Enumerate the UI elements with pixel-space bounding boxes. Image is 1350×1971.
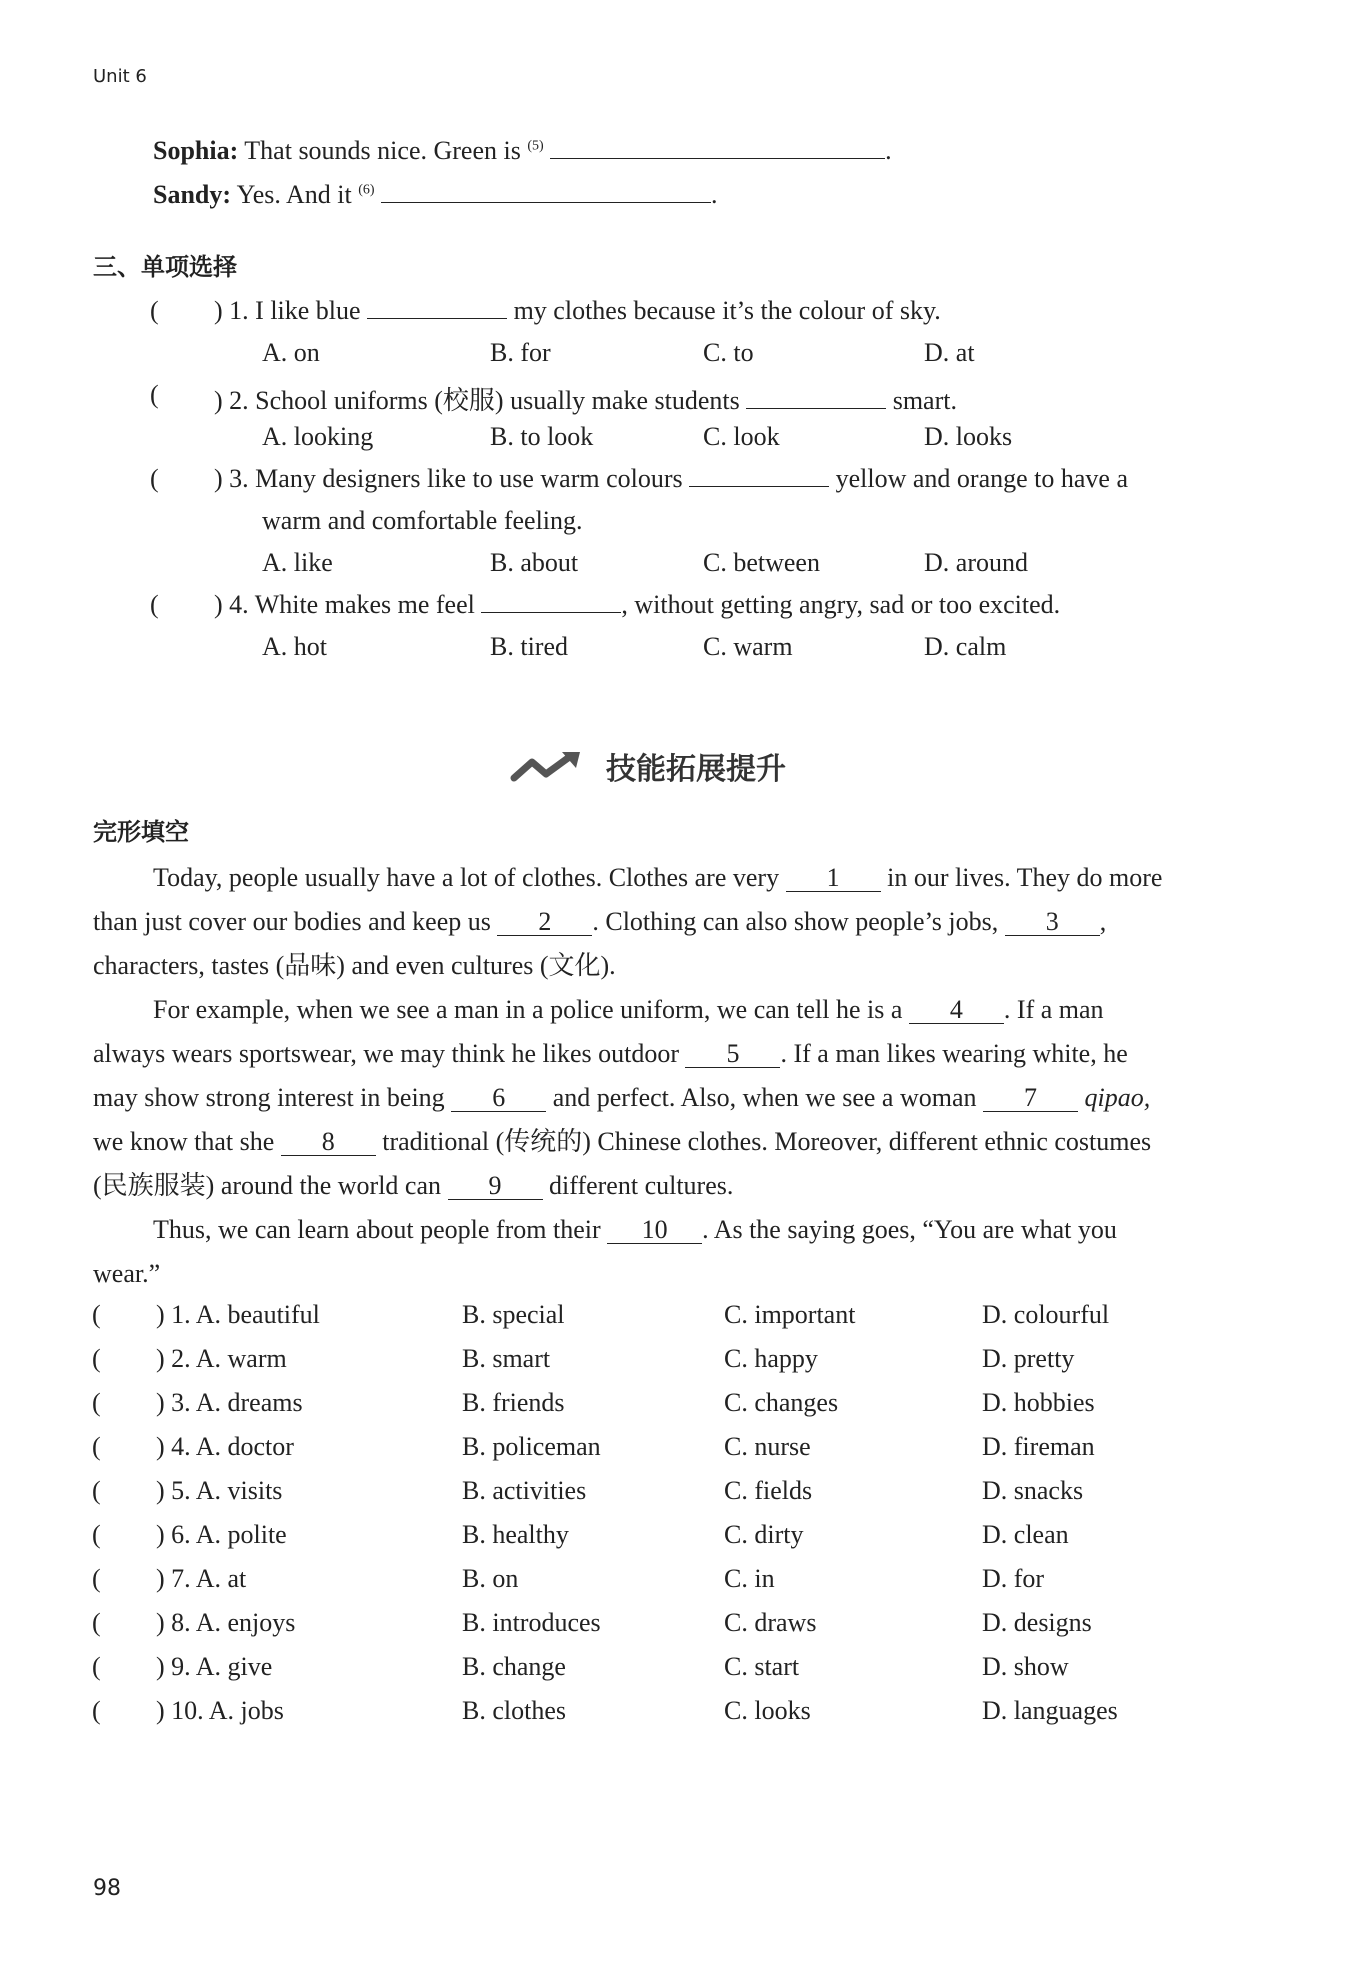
blank-5[interactable]: 5	[685, 1041, 780, 1068]
option-c[interactable]: C. happy	[724, 1344, 818, 1373]
option-a[interactable]: ) 8. A. enjoys	[156, 1608, 296, 1637]
passage-text: . If a man	[1003, 995, 1104, 1024]
paren-open: (	[92, 1300, 101, 1329]
option-a[interactable]: A. on	[262, 338, 320, 367]
blank-4[interactable]: 4	[909, 997, 1004, 1024]
question-stem: ) 3. Many designers like to use warm colours	[214, 464, 683, 493]
cloze-question-row	[92, 1696, 1192, 1736]
passage-text: may show strong interest in being	[93, 1083, 445, 1112]
option-d[interactable]: D. looks	[924, 422, 1013, 451]
cloze-question-row	[92, 1476, 1192, 1516]
paren-open: (	[92, 1696, 101, 1725]
question-continuation: warm and comfortable feeling.	[262, 506, 583, 535]
option-a[interactable]: ) 6. A. polite	[156, 1520, 287, 1549]
option-c[interactable]: C. look	[703, 422, 780, 451]
option-a[interactable]: ) 4. A. doctor	[156, 1432, 294, 1461]
cloze-question-row	[92, 1608, 1192, 1648]
option-c[interactable]: C. warm	[703, 632, 793, 661]
blank-1[interactable]: 1	[786, 865, 881, 892]
passage-line	[93, 856, 1233, 900]
option-a[interactable]: ) 2. A. warm	[156, 1344, 287, 1373]
answer-blank-6[interactable]	[381, 180, 711, 203]
paren-open: (	[92, 1564, 101, 1593]
option-a[interactable]: A. like	[262, 548, 333, 577]
option-d[interactable]: D. show	[982, 1652, 1069, 1681]
passage-line	[93, 1252, 1233, 1296]
blank-10[interactable]: 10	[607, 1217, 702, 1244]
option-b[interactable]: B. activities	[462, 1476, 587, 1505]
option-c[interactable]: C. between	[703, 548, 820, 577]
option-b[interactable]: B. change	[462, 1652, 566, 1681]
option-b[interactable]: B. for	[490, 338, 551, 367]
cloze-question-row	[92, 1388, 1192, 1428]
unit-label: Unit 6	[93, 66, 147, 87]
speaker-sandy: Sandy:	[153, 180, 232, 209]
option-c[interactable]: C. looks	[724, 1696, 811, 1725]
answer-blank[interactable]	[746, 386, 886, 409]
question-4	[150, 590, 1250, 630]
passage-text: . Clothing can also show people’s jobs,	[592, 907, 999, 936]
cloze-question-row	[92, 1564, 1192, 1604]
option-a[interactable]: ) 9. A. give	[156, 1652, 273, 1681]
answer-blank[interactable]	[689, 464, 829, 487]
speaker-sophia: Sophia:	[153, 136, 239, 165]
passage-text: always wears sportswear, we may think he likes outdoor	[93, 1039, 679, 1068]
option-b[interactable]: B. tired	[490, 632, 568, 661]
passage-line	[93, 944, 1233, 988]
passage-text: (民族服装) around the world can	[93, 1171, 442, 1200]
option-d[interactable]: D. pretty	[982, 1344, 1075, 1373]
answer-blank-5[interactable]	[550, 136, 885, 159]
option-c[interactable]: C. in	[724, 1564, 775, 1593]
question-stem-end: , without getting angry, sad or too excited.	[621, 590, 1061, 619]
passage-text: and perfect. Also, when we see a woman	[552, 1083, 977, 1112]
blank-9[interactable]: 9	[448, 1173, 543, 1200]
passage-line	[93, 900, 1233, 944]
question-2	[150, 380, 1250, 420]
section-title: 三、单项选择	[93, 253, 237, 281]
option-a[interactable]: ) 10. A. jobs	[156, 1696, 284, 1725]
passage-text: Thus, we can learn about people from their	[153, 1215, 601, 1244]
blank-number: (5)	[527, 138, 544, 154]
paren-open: (	[150, 590, 159, 619]
passage-text: in our lives. They do more	[887, 863, 1163, 892]
option-c[interactable]: C. nurse	[724, 1432, 811, 1461]
option-b[interactable]: B. to look	[490, 422, 594, 451]
option-d[interactable]: D. languages	[982, 1696, 1118, 1725]
option-b[interactable]: B. smart	[462, 1344, 551, 1373]
question-stem-end: my clothes because it’s the colour of sky.	[513, 296, 941, 325]
paren-open: (	[150, 296, 159, 325]
blank-2[interactable]: 2	[497, 909, 592, 936]
dialogue-line-sophia: Sophia: That sounds nice. Green is $^{(5)}$ .	[153, 136, 892, 165]
passage-text-qipao: qipao,	[1084, 1083, 1151, 1112]
option-d[interactable]: D. clean	[982, 1520, 1069, 1549]
option-a[interactable]: ) 7. A. at	[156, 1564, 247, 1593]
answer-slot[interactable]	[170, 296, 210, 326]
passage-text: . If a man likes wearing white, he	[780, 1039, 1128, 1068]
paren-open: (	[92, 1344, 101, 1373]
question-stem-end: yellow and orange to have a	[835, 464, 1129, 493]
option-c[interactable]: C. changes	[724, 1388, 839, 1417]
dialogue-text: That sounds nice. Green is	[244, 136, 521, 165]
blank-8[interactable]: 8	[281, 1129, 376, 1156]
cloze-passage	[93, 856, 1233, 1296]
option-c[interactable]: C. dirty	[724, 1520, 804, 1549]
option-c[interactable]: C. to	[703, 338, 754, 367]
cloze-question-row	[92, 1520, 1192, 1560]
passage-line	[93, 1032, 1233, 1076]
option-c[interactable]: C. important	[724, 1300, 856, 1329]
dialogue-text: Yes. And it	[236, 180, 352, 209]
option-c[interactable]: C. draws	[724, 1608, 817, 1637]
option-d[interactable]: D. at	[924, 338, 975, 367]
paren-open: (	[150, 464, 159, 493]
blank-3[interactable]: 3	[1005, 909, 1100, 936]
option-a[interactable]: ) 3. A. dreams	[156, 1388, 303, 1417]
paren-open: (	[92, 1652, 101, 1681]
page-number: 98	[93, 1876, 121, 1901]
passage-line	[93, 1208, 1233, 1252]
option-c[interactable]: C. start	[724, 1652, 800, 1681]
passage-text: wear.”	[93, 1259, 161, 1288]
blank-7[interactable]: 7	[983, 1085, 1078, 1112]
answer-blank[interactable]	[367, 296, 507, 319]
option-b[interactable]: B. special	[462, 1300, 565, 1329]
cloze-question-row	[92, 1432, 1192, 1472]
passage-line	[93, 1076, 1233, 1120]
question-1	[150, 296, 1250, 336]
cloze-question-row	[92, 1300, 1192, 1340]
passage-line	[93, 988, 1233, 1032]
cloze-question-row	[92, 1344, 1192, 1384]
question-stem: ) 2. School uniforms (校服) usually make students	[214, 386, 740, 415]
question-stem-end: smart.	[892, 386, 957, 415]
blank-number: (6)	[358, 182, 375, 198]
option-d[interactable]: D. designs	[982, 1608, 1092, 1637]
passage-text: than just cover our bodies and keep us	[93, 907, 491, 936]
paren-open: (	[92, 1608, 101, 1637]
question-3	[150, 464, 1250, 504]
option-a[interactable]: A. looking	[262, 422, 374, 451]
paren-open: (	[150, 380, 159, 409]
question-stem: ) 1. I like blue	[214, 296, 361, 325]
paren-open: (	[92, 1388, 101, 1417]
passage-text: different cultures.	[549, 1171, 734, 1200]
passage-text: . As the saying goes, “You are what you	[702, 1215, 1117, 1244]
passage-text: Today, people usually have a lot of clothes. Clothes are very	[153, 863, 780, 892]
option-a[interactable]: ) 1. A. beautiful	[156, 1300, 320, 1329]
option-d[interactable]: D. calm	[924, 632, 1007, 661]
option-b[interactable]: B. on	[462, 1564, 519, 1593]
option-b[interactable]: B. friends	[462, 1388, 565, 1417]
passage-line	[93, 1120, 1233, 1164]
paren-open: (	[92, 1476, 101, 1505]
option-b[interactable]: B. introduces	[462, 1608, 601, 1637]
paren-open: (	[92, 1432, 101, 1461]
passage-text: For example, when we see a man in a police uniform, we can tell he is a	[153, 995, 903, 1024]
dialogue-line-sandy: Sandy: Yes. And it $^{(6)}$ .	[153, 180, 718, 209]
option-b[interactable]: B. about	[490, 548, 579, 577]
option-c[interactable]: C. fields	[724, 1476, 813, 1505]
trend-up-icon	[510, 750, 584, 786]
option-b[interactable]: B. healthy	[462, 1520, 569, 1549]
option-d[interactable]: D. fireman	[982, 1432, 1095, 1461]
option-d[interactable]: D. around	[924, 548, 1028, 577]
cloze-title: 完形填空	[93, 818, 189, 846]
cloze-question-row	[92, 1652, 1192, 1692]
passage-text: we know that she	[93, 1127, 275, 1156]
option-b[interactable]: B. policeman	[462, 1432, 601, 1461]
passage-line	[93, 1164, 1233, 1208]
option-d[interactable]: D. for	[982, 1564, 1045, 1593]
passage-text: traditional (传统的) Chinese clothes. Moreover, different ethnic costumes	[382, 1127, 1152, 1156]
option-d[interactable]: D. colourful	[982, 1300, 1110, 1329]
banner-title: 技能拓展提升	[606, 752, 786, 787]
question-stem: ) 4. White makes me feel	[214, 590, 475, 619]
option-b[interactable]: B. clothes	[462, 1696, 566, 1725]
blank-6[interactable]: 6	[451, 1085, 546, 1112]
option-d[interactable]: D. hobbies	[982, 1388, 1095, 1417]
option-a[interactable]: A. hot	[262, 632, 327, 661]
option-a[interactable]: ) 5. A. visits	[156, 1476, 283, 1505]
option-d[interactable]: D. snacks	[982, 1476, 1084, 1505]
paren-open: (	[92, 1520, 101, 1549]
passage-text: ,	[1099, 907, 1107, 936]
answer-blank[interactable]	[481, 590, 621, 613]
passage-text: characters, tastes (品味) and even cultures (文化).	[93, 951, 616, 980]
